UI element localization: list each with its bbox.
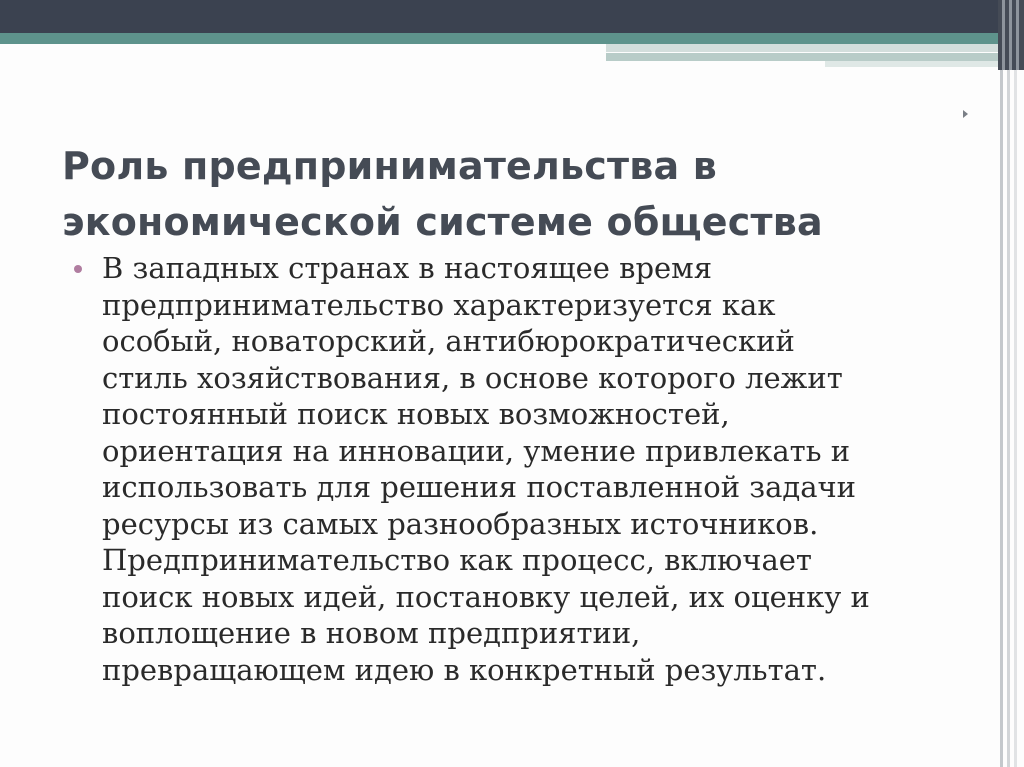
bullet-item [74,250,974,688]
header-teal-stripe [0,33,1024,44]
slide-title: Роль предпринимательства в экономической системе общества [62,144,823,244]
page-edge-line [1014,0,1017,767]
header-light-stripe [606,53,1024,61]
page-edge-cap [998,0,1024,70]
bullet-list [74,250,974,688]
page-edge-line [1007,0,1010,767]
page-edge-line [1000,0,1003,767]
header-light-stripe [825,61,1024,67]
header-light-stripe [606,44,1024,52]
bullet-dot-icon [74,265,82,273]
header-dark-bar [0,0,1024,33]
bullet-text: В западных странах в настоящее время предпринимательство характеризуется как особый, новаторский, антибюрократический стиль хозяйствования, в основе которого лежит постоянный поиск новых возможностей, ориентация на инновации, умение привлекать и использовать для решения поставленной задачи ресурсы из самых разнообразных источников. Предпринимательство как процесс, включает поиск новых идей, постановку целей, их оценку и воплощение в новом предприятии, превращающем идею в конкретный результат. [102,251,870,687]
triangle-arrow-icon [963,110,968,118]
